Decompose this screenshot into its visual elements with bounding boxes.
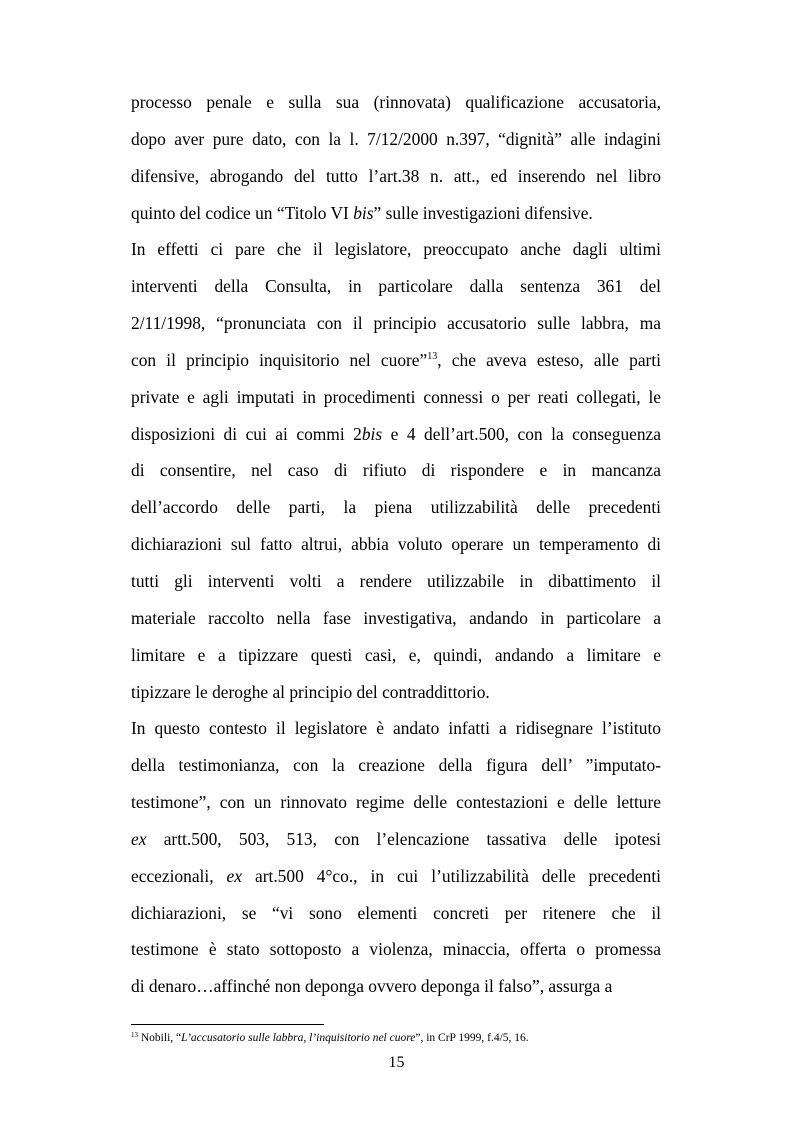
- body-text: [131, 84, 661, 1005]
- text-line: testimone è stato sottoposto a violenza, minaccia, offerta o promessa: [131, 939, 661, 960]
- paragraph-2: [131, 231, 661, 710]
- text-line: private e agli imputati in procedimenti connessi o per reati collegati, le: [131, 386, 661, 407]
- footnote-title: L’accusatorio sulle labbra, l’inquisitorio nel cuore: [181, 1032, 416, 1044]
- text-line: dell’accordo delle parti, la piena utilizzabilità delle precedenti: [131, 497, 661, 518]
- page-number: 15: [388, 1054, 405, 1071]
- text-line: tutti gli interventi volti a rendere utilizzabile in dibattimento il: [131, 570, 661, 591]
- italic-term: bis: [361, 423, 383, 444]
- text-line: di denaro…affinché non deponga ovvero deponga il falso”, assurga a: [131, 976, 613, 997]
- text-line: dichiarazioni sul fatto altrui, abbia voluto operare un temperamento di: [131, 534, 661, 555]
- text-line: testimone”, con un rinnovato regime delle contestazioni e delle letture: [131, 792, 661, 813]
- text-line: materiale raccolto nella fase investigativa, andando in particolare a: [131, 607, 661, 628]
- paragraph-1: [131, 84, 661, 231]
- text-line: interventi della Consulta, in particolare dalla sentenza 361 del: [131, 276, 661, 297]
- footnote-citation: ”, in CrP 1999, f.4/5, 16.: [415, 1032, 529, 1044]
- footnote-reference: 13: [427, 350, 438, 362]
- text-line: della testimonianza, con la creazione della figura dell’ ”imputato-: [131, 755, 661, 776]
- italic-term: ex: [131, 828, 147, 849]
- italic-term: bis: [353, 202, 374, 223]
- text-line: tipizzare le deroghe al principio del contraddittorio.: [131, 681, 490, 702]
- text-line: disposizioni di cui ai commi 2bis e 4 dell’art.500, con la conseguenza: [131, 423, 661, 444]
- text-line: dopo aver pure dato, con la l. 7/12/2000 n.397, “dignità” alle indagini: [131, 128, 661, 149]
- footnote-separator: [131, 1024, 324, 1025]
- text-line: 2/11/1998, “pronunciata con il principio accusatorio sulle labbra, ma: [131, 313, 661, 334]
- text-line: ex artt.500, 503, 513, con l’elencazione tassativa delle ipotesi: [131, 828, 661, 849]
- footnote-number: 13: [131, 1031, 138, 1039]
- text-line: con il principio inquisitorio nel cuore”$^{13}$, che aveva esteso, alle parti: [131, 349, 661, 370]
- text-line: difensive, abrogando del tutto l’art.38 n. att., ed inserendo nel libro: [131, 165, 661, 186]
- italic-term: ex: [226, 865, 242, 886]
- text-line: processo penale e sulla sua (rinnovata) qualificazione accusatoria,: [131, 92, 661, 112]
- text-line: limitare e a tipizzare questi casi, e, quindi, andando a limitare e: [131, 644, 661, 665]
- text-line: dichiarazioni, se “vi sono elementi concreti per ritenere che il: [131, 902, 661, 923]
- text-line: In questo contesto il legislatore è andato infatti a ridisegnare l’istituto: [131, 718, 661, 739]
- footnote-author: Nobili, “: [138, 1032, 182, 1044]
- text-line: quinto del codice un “Titolo VI bis” sulle investigazioni difensive.: [131, 202, 593, 223]
- text-line: In effetti ci pare che il legislatore, preoccupato anche dagli ultimi: [131, 239, 661, 260]
- footnote: [131, 1030, 661, 1046]
- paragraph-3: [131, 710, 661, 1005]
- text-line: eccezionali, ex art.500 4°co., in cui l’utilizzabilità delle precedenti: [131, 865, 661, 886]
- text-line: di consentire, nel caso di rifiuto di rispondere e in mancanza: [131, 460, 661, 481]
